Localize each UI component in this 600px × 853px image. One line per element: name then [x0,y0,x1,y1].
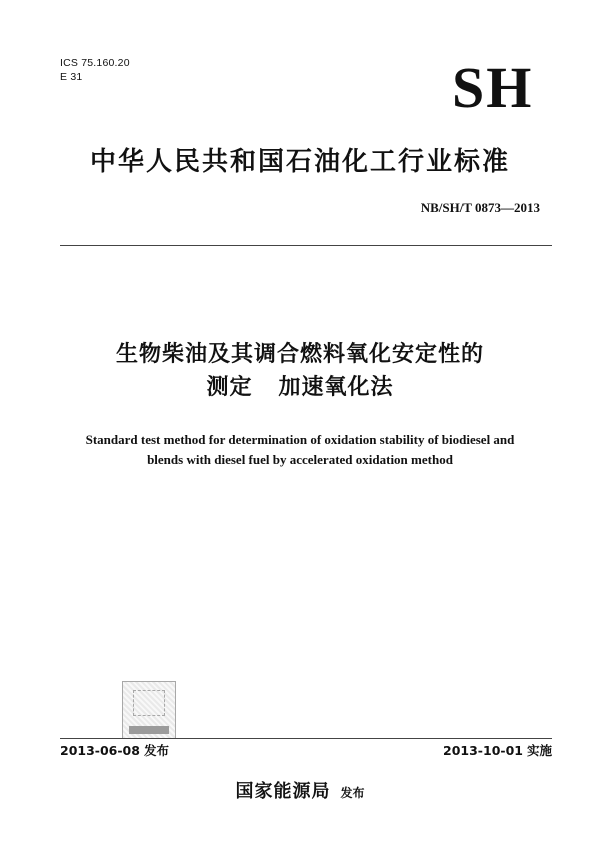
standard-number: NB/SH/T 0873—2013 [420,200,540,215]
bottom-divider [60,738,552,739]
title-en-line-2: blends with diesel fuel by accelerated oxidation method [147,452,453,467]
classification-codes [60,56,130,84]
ics-code: ICS 75.160.20 [60,57,130,69]
implementation-label: 实施 [526,743,552,758]
issuer-block [0,780,600,805]
implementation-date: 2013-10-01 [443,743,523,758]
title-cn-line-2-part-a: 测定 [206,375,253,400]
sh-logo: SH [452,55,534,120]
stamp-frame [133,690,165,716]
stamp-bar [129,726,169,734]
document-title-english [0,430,600,470]
document-title-chinese [0,338,600,404]
title-cn-line-1: 生物柴油及其调合燃料氧化安定性的 [115,342,484,367]
implementation-date-block [443,743,552,759]
stamp-image [122,681,176,739]
title-cn-line-2-part-b: 加速氧化法 [278,375,394,400]
issuer-name: 国家能源局 [235,781,331,802]
issue-date-block [60,743,169,759]
ccs-code: E 31 [60,71,83,83]
title-en-line-1: Standard test method for determination of oxidation stability of biodiesel and [85,432,515,447]
issuer-label: 发布 [340,786,365,800]
standard-category-title: 中华人民共和国石油化工行业标准 [89,147,510,177]
title-cn-line-2 [0,371,600,404]
top-divider [60,245,552,246]
issue-label: 发布 [143,743,169,758]
issue-date: 2013-06-08 [60,743,140,758]
